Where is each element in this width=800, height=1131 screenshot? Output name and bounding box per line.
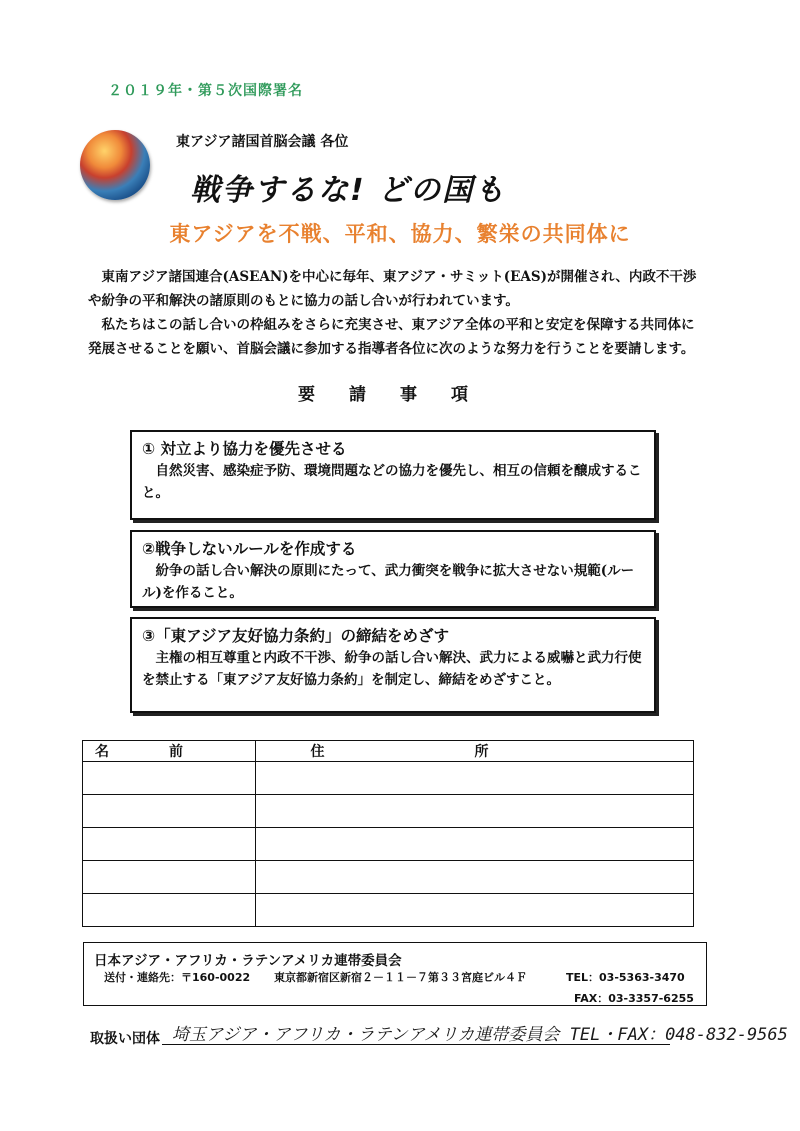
request-box-2 [130,530,656,608]
organization-tel: TEL：03-5363-3470 [566,971,685,984]
table-row [83,762,694,795]
column-header-address: 住所 [256,741,694,762]
intro-text [88,265,708,361]
intro-paragraph-1: 東南アジア諸国連合(ASEAN)を中心に毎年、東アジア・サミット(EAS)が開催され、内政不干渉や紛争の平和解決の諸原則のもとに協力の話し合いが行われています。 [88,269,697,309]
table-row [83,894,694,927]
organization-fax: FAX：03-3357-6255 [574,992,694,1005]
organization-name: 日本アジア・アフリカ・ラテンアメリカ連帯委員会 [94,953,402,969]
page-title: 戦争するな! どの国も [190,173,507,208]
request-title-3: ③「東アジア友好協力条約」の締結をめざす [142,627,450,645]
campaign-title: ２０１９年・第５次国際署名 [108,83,303,99]
name-cell[interactable] [83,762,256,795]
table-row [83,828,694,861]
request-body-1: 自然災害、感染症予防、環境問題などの協力を優先し、相互の信頼を醸成すること。 [142,463,642,501]
handler-underline [162,1044,670,1045]
name-cell[interactable] [83,894,256,927]
address-cell[interactable] [256,828,694,861]
request-title-2: ②戦争しないルールを作成する [142,540,357,558]
table-row [83,861,694,894]
name-cell[interactable] [83,828,256,861]
handler-label: 取扱い団体 [90,1031,160,1047]
name-cell[interactable] [83,861,256,894]
requests-heading: 要請事項 [298,385,502,405]
intro-paragraph-2: 私たちはこの話し合いの枠組みをさらに充実させ、東アジア全体の平和と安定を保障する共同体に発展させることを願い、首脳会議に参加する指導者各位に次のような努力を行うことを要請します。 [88,317,695,357]
organization-box [83,942,707,1006]
name-cell[interactable] [83,795,256,828]
globe-icon [80,130,150,200]
request-body-2: 紛争の話し合い解決の原則にたって、武力衝突を戦争に拡大させない規範(ルール)を作ること。 [142,563,635,601]
address-cell[interactable] [256,894,694,927]
address-cell[interactable] [256,762,694,795]
request-box-3 [130,617,656,713]
signature-table [82,740,694,927]
organization-address: 東京都新宿区新宿２－１１－７第３３宮庭ビル４Ｆ [274,971,527,984]
request-box-1 [130,430,656,520]
address-cell[interactable] [256,795,694,828]
table-row [83,795,694,828]
subtitle: 東アジアを不戦、平和、協力、繁栄の共同体に [169,221,631,246]
request-title-1: ① 対立より協力を優先させる [142,440,347,458]
handler-value: 埼玉アジア・アフリカ・ラテンアメリカ連帯委員会 TEL・FAX：048-832-9565 [172,1025,788,1045]
request-body-3: 主権の相互尊重と内政不干渉、紛争の話し合い解決、武力による威嚇と武力行使を禁止する「東アジア友好協力条約」を制定し、締結をめざすこと。 [142,650,642,688]
table-header-row [83,741,694,762]
column-header-name: 名前 [83,741,256,762]
address-cell[interactable] [256,861,694,894]
addressee: 東アジア諸国首脳会議 各位 [176,134,349,150]
contact-label: 送付・連絡先：〒160-0022 [104,971,251,984]
